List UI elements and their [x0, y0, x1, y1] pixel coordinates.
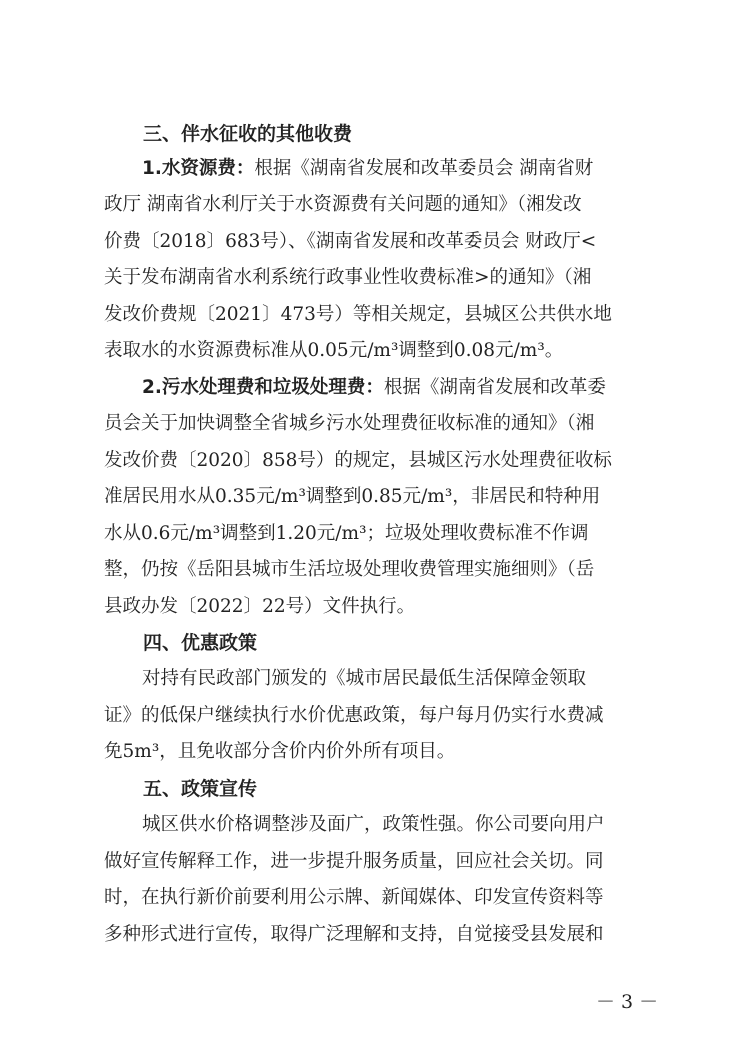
paragraph-line: 免5m³，且免收部分含价内价外所有项目。: [104, 741, 456, 762]
paragraph-line: 发改价费规〔2021〕473号）等相关规定，县城区公共供水地: [104, 304, 612, 325]
item2-first-line: [142, 376, 636, 400]
paragraph-line: 员会关于加快调整全省城乡污水处理费征收标准的通知》（湘: [104, 413, 595, 434]
section-4-heading: 四、优惠政策: [143, 632, 258, 654]
paragraph-line: 整，仍按《岳阳县城市生活垃圾处理收费管理实施细则》（岳: [104, 559, 595, 580]
paragraph-line: 多种形式进行宣传，取得广泛理解和支持，自觉接受县发展和: [104, 924, 604, 945]
item1-label: 1.水资源费：: [142, 158, 255, 179]
paragraph-line: 价费〔2018〕683号）、《湖南省发展和改革委员会 财政厅<: [104, 231, 597, 252]
paragraph-line: 水从0.6元/m³调整到1.20元/m³；垃圾处理收费标准不作调: [104, 523, 589, 544]
paragraph-line: 发改价费〔2020〕858号）的规定，县城区污水处理费征收标: [104, 450, 612, 471]
section-5-heading: 五、政策宣传: [143, 778, 258, 800]
item1-first-line: [142, 157, 636, 181]
paragraph-line: 表取水的水资源费标准从0.05元/m³调整到0.08元/m³。: [104, 340, 564, 361]
paragraph-line: 政厅 湖南省水利厅关于水资源费有关问题的通知》（湘发改: [104, 194, 582, 215]
item2-text: 根据《湖南省发展和改革委: [383, 377, 606, 398]
paragraph-line: 时，在执行新价前要利用公示牌、新闻媒体、印发宣传资料等: [104, 887, 604, 908]
paragraph-line: 对持有民政部门颁发的《城市居民最低生活保障金领取: [142, 668, 587, 689]
paragraph-line: 做好宣传解释工作，进一步提升服务质量，回应社会关切。同: [104, 851, 604, 872]
paragraph-line: 准居民用水从0.35元/m³调整到0.85元/m³，非居民和特种用: [104, 486, 601, 507]
paragraph-line: 县政办发〔2022〕22号）文件执行。: [104, 596, 416, 617]
page-number: － 3 －: [596, 991, 659, 1013]
item2-label: 2.污水处理费和垃圾处理费：: [142, 377, 384, 398]
paragraph-line: 关于发布湖南省水利系统行政事业性收费标准>的通知》（湘: [104, 267, 592, 288]
item1-text: 根据《湖南省发展和改革委员会 湖南省财: [254, 158, 594, 179]
paragraph-line: 城区供水价格调整涉及面广，政策性强。你公司要向用户: [142, 814, 605, 835]
paragraph-line: 证》的低保户继续执行水价优惠政策，每户每月仍实行水费减: [104, 705, 604, 726]
section-3-heading: 三、伴水征收的其他收费: [143, 123, 353, 145]
